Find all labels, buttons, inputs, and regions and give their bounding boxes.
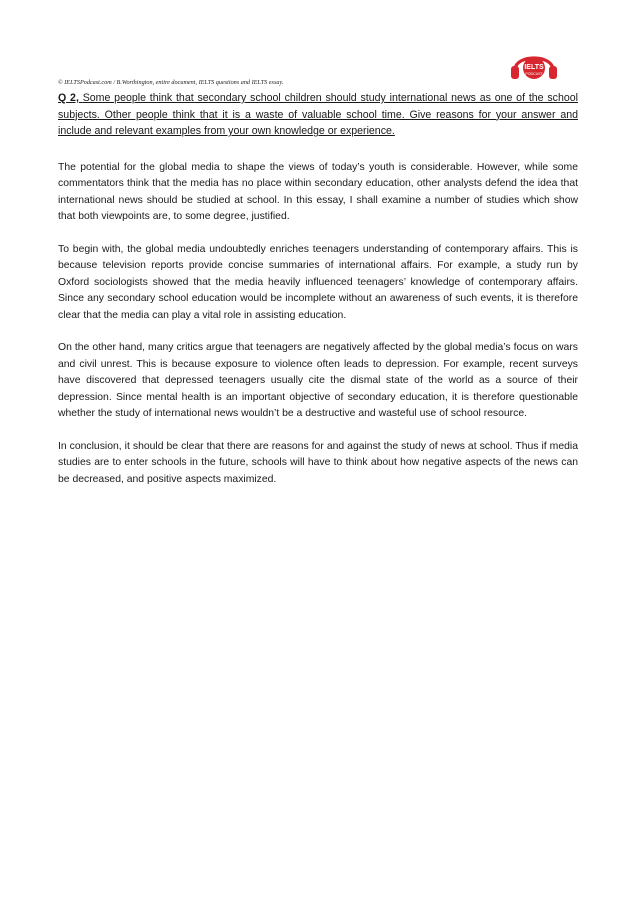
- question-text: Some people think that secondary school children should study international news as one of the school subjects. Other people think that it is a waste of valuable school time. Give reasons for your answer and include and relevant examples from your own knowledge or experience.: [58, 92, 578, 137]
- paragraph-body-1: To begin with, the global media undoubtedly enriches teenagers understanding of contemporary affairs. This is because television reports provide concise summaries of international affairs. For example, a study run by Oxford sociologists showed that the media heavily influenced teenagers’ knowledge of contemporary affairs. Since any secondary school education would be incomplete without an awareness of such events, it is therefore clear that the media can play a vital role in assisting education.: [58, 243, 578, 321]
- logo-text: IELTS: [524, 64, 544, 71]
- copyright-line: © IELTSPodcast.com / B.Worthington, entire document, IELTS questions and IELTS essay.: [58, 79, 284, 86]
- paragraph-conclusion: In conclusion, it should be clear that there are reasons for and against the study of news at school. Thus if media studies are to enter schools in the future, schools will have to think about how negative aspects of the news can be decreased, and positive aspects maximized.: [58, 440, 578, 485]
- paragraph-introduction: The potential for the global media to shape the views of today’s youth is considerable. However, while some commentators think that the media has no place within secondary education, other analysts defend the idea that international news should be studied at school. In this essay, I shall examine a number of studies which show that both viewpoints are, to some degree, justified.: [58, 161, 578, 222]
- logo-subtext: PODCAST: [525, 72, 543, 76]
- essay-question: [58, 90, 578, 140]
- question-number: Q 2,: [58, 92, 79, 104]
- document-body: [58, 90, 578, 488]
- ielts-podcast-logo: [505, 44, 563, 84]
- paragraph-body-2: On the other hand, many critics argue that teenagers are negatively affected by the global media’s focus on wars and civil unrest. This is because exposure to violence often leads to depression. For example, recent surveys have discovered that depressed teenagers usually cite the dismal state of the world as a source of their depression. Since mental health is an important objective of secondary education, it is therefore questionable whether the study of international news wouldn’t be a destructive and wasteful use of school resource.: [58, 342, 578, 419]
- headphones-logo-icon: [505, 44, 563, 84]
